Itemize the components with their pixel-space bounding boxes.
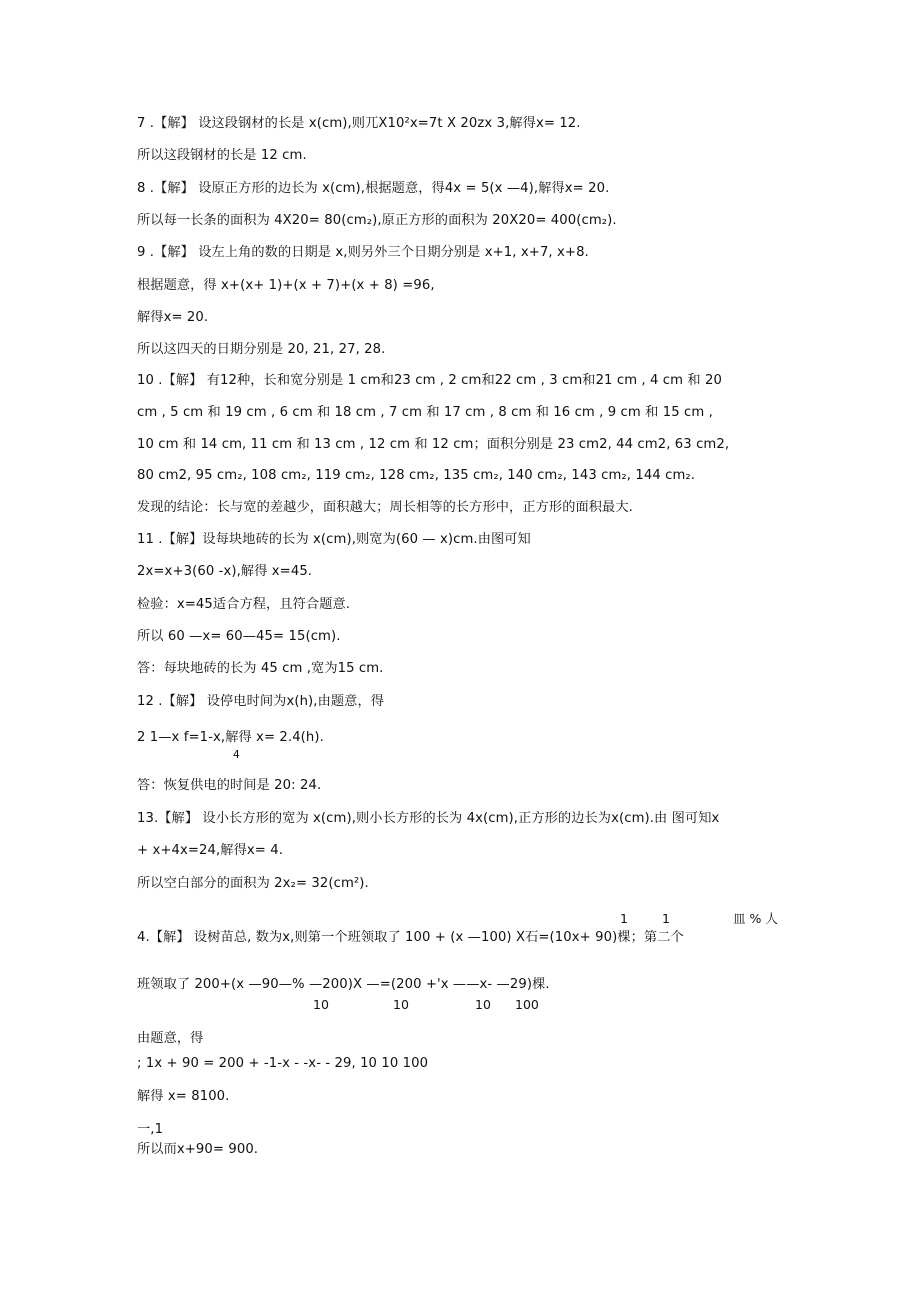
q4-equation-line: ; 1x + 90 = 200 + -1-x - -x- - 29, 10 10 100	[137, 1056, 429, 1071]
q12-answer-line: 答：恢复供电的时间是 20: 24.	[137, 778, 322, 793]
q9-answer-line: 所以这四天的日期分别是 20, 21, 27, 28.	[137, 342, 386, 357]
q10-line-2: cm , 5 cm 和 19 cm , 6 cm 和 18 cm , 7 cm 和 17 cm , 8 cm 和 16 cm , 9 cm 和 15 cm ,	[137, 405, 713, 420]
q4-fraction-numerator-3: 皿 % 人	[733, 911, 778, 926]
q4-denominator-3: 10	[475, 997, 491, 1012]
q11-check-line: 检验：x=45适合方程，且符合题意.	[137, 597, 351, 612]
q9-solution-line: 9 .【解】 设左上角的数的日期是 x,则另外三个日期分别是 x+1, x+7, x+8.	[137, 245, 589, 260]
q4-fraction-numerator-1: 1	[620, 911, 628, 926]
q4-second-class-line: 班领取了 200+(x —90—% —200)X —=(200 +'x ——x- —29)棵.	[137, 977, 550, 992]
q4-fragment-line: 一,1	[137, 1122, 164, 1137]
q7-solution-line: 7 .【解】 设这段钢材的长是 x(cm),则兀X10²x=7t X 20zx 3,解得x= 12.	[137, 116, 581, 131]
q10-line-4: 80 cm2, 95 cm₂, 108 cm₂, 119 cm₂, 128 cm₂, 135 cm₂, 140 cm₂, 143 cm₂, 144 cm₂.	[137, 468, 696, 483]
q9-solve-line: 解得x= 20.	[137, 310, 209, 325]
q8-solution-line: 8 .【解】 设原正方形的边长为 x(cm),根据题意，得4x = 5(x —4),解得x= 20.	[137, 181, 610, 196]
q4-denominator-4: 100	[515, 997, 539, 1012]
q12-solution-line: 12 .【解】 设停电时间为x(h),由题意，得	[137, 694, 385, 709]
q8-area-line: 所以每一长条的面积为 4X20= 80(cm₂),原正方形的面积为 20X20= 400(cm₂).	[137, 213, 617, 228]
q4-solve-line: 解得 x= 8100.	[137, 1089, 230, 1104]
q4-denominator-1: 10	[313, 997, 329, 1012]
q12-denominator: 4	[233, 749, 240, 761]
q11-width-line: 所以 60 —x= 60—45= 15(cm).	[137, 629, 341, 644]
q4-fraction-numerator-2: 1	[662, 911, 670, 926]
q11-equation-line: 2x=x+3(60 -x),解得 x=45.	[137, 564, 313, 579]
q12-equation-line: 2 1—x f=1-x,解得 x= 2.4(h).	[137, 730, 324, 745]
q10-conclusion-line: 发现的结论：长与宽的差越少，面积越大；周长相等的长方形中，正方形的面积最大.	[137, 500, 633, 515]
q10-line-1: 10 .【解】 有12种，长和宽分别是 1 cm和23 cm , 2 cm和22 cm , 3 cm和21 cm , 4 cm 和 20	[137, 373, 722, 388]
q13-equation-line: + x+4x=24,解得x= 4.	[137, 843, 284, 858]
q10-line-3: 10 cm 和 14 cm, 11 cm 和 13 cm , 12 cm 和 12 cm；面积分别是 23 cm2, 44 cm2, 63 cm2,	[137, 437, 730, 452]
q13-answer-line: 所以空白部分的面积为 2x₂= 32(cm²).	[137, 876, 369, 891]
q4-solution-line: 4.【解】 设树苗总, 数为x,则第一个班领取了 100 + (x —100) X石=(10x+ 90)棵；第二个	[137, 930, 684, 945]
q7-answer-line: 所以这段钢材的长是 12 cm.	[137, 148, 307, 163]
q9-equation-line: 根据题意，得 x+(x+ 1)+(x + 7)+(x + 8) =96,	[137, 278, 435, 293]
q11-answer-line: 答：每块地砖的长为 45 cm ,宽为15 cm.	[137, 661, 384, 676]
q4-by-problem-line: 由题意，得	[137, 1031, 204, 1046]
q4-answer-line: 所以而x+90= 900.	[137, 1142, 259, 1157]
q13-solution-line: 13.【解】 设小长方形的宽为 x(cm),则小长方形的长为 4x(cm),正方形的边长为x(cm).由 图可知x	[137, 811, 720, 826]
q4-denominator-2: 10	[393, 997, 409, 1012]
q11-solution-line: 11 .【解】设每块地砖的长为 x(cm),则宽为(60 — x)cm.由图可知	[137, 532, 531, 547]
